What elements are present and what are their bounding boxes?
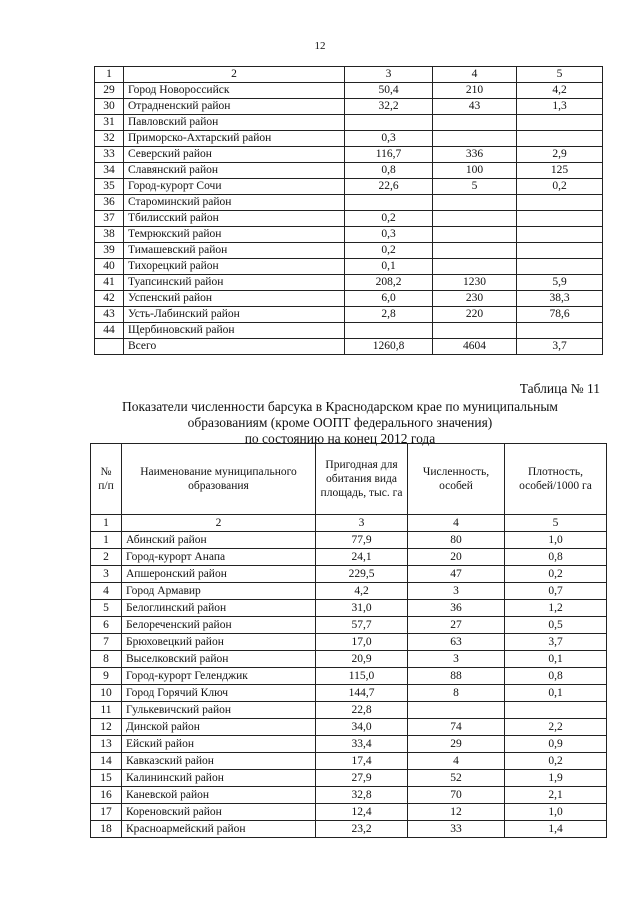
table-index-cell: 2	[122, 515, 316, 532]
table-index-cell: 5	[505, 515, 607, 532]
row-count: 4604	[433, 339, 517, 355]
row-count: 210	[433, 83, 517, 99]
table-row	[91, 566, 607, 583]
row-count: 52	[408, 770, 505, 787]
column-header-count: Численность, особей	[408, 444, 505, 515]
row-count: 230	[433, 291, 517, 307]
table-row	[95, 99, 603, 115]
row-name: Темрюкский район	[124, 227, 345, 243]
row-number: 33	[95, 147, 124, 163]
row-density: 0,5	[505, 617, 607, 634]
row-number: 14	[91, 753, 122, 770]
row-number: 37	[95, 211, 124, 227]
table-row	[91, 787, 607, 804]
table-row	[91, 583, 607, 600]
row-count: 43	[433, 99, 517, 115]
row-name: Брюховецкий район	[122, 634, 316, 651]
row-area: 22,6	[345, 179, 433, 195]
row-count	[433, 131, 517, 147]
row-area: 27,9	[316, 770, 408, 787]
table-row	[91, 617, 607, 634]
table-row	[95, 307, 603, 323]
row-name: Кавказский район	[122, 753, 316, 770]
column-header-density: Плотность, особей/1000 га	[505, 444, 607, 515]
row-number: 42	[95, 291, 124, 307]
row-name: Туапсинский район	[124, 275, 345, 291]
table-row	[91, 753, 607, 770]
row-density	[517, 227, 603, 243]
table-continued	[94, 66, 603, 355]
row-area: 22,8	[316, 702, 408, 719]
row-number: 18	[91, 821, 122, 838]
row-number: 10	[91, 685, 122, 702]
row-name: Апшеронский район	[122, 566, 316, 583]
row-density	[517, 115, 603, 131]
row-area: 57,7	[316, 617, 408, 634]
row-density: 1,3	[517, 99, 603, 115]
table-row	[95, 115, 603, 131]
row-name: Город-курорт Анапа	[122, 549, 316, 566]
table-row	[91, 651, 607, 668]
row-name: Динской район	[122, 719, 316, 736]
row-area: 17,0	[316, 634, 408, 651]
row-count	[433, 227, 517, 243]
row-density: 1,9	[505, 770, 607, 787]
row-area: 229,5	[316, 566, 408, 583]
row-count: 36	[408, 600, 505, 617]
row-density: 1,0	[505, 532, 607, 549]
row-count	[433, 211, 517, 227]
table-row	[95, 163, 603, 179]
row-density	[517, 259, 603, 275]
row-count: 3	[408, 583, 505, 600]
row-density: 78,6	[517, 307, 603, 323]
row-area: 12,4	[316, 804, 408, 821]
row-count	[433, 259, 517, 275]
table-index-cell: 3	[316, 515, 408, 532]
row-density	[505, 702, 607, 719]
row-count: 80	[408, 532, 505, 549]
row-name: Староминский район	[124, 195, 345, 211]
row-name: Город Новороссийск	[124, 83, 345, 99]
row-count: 70	[408, 787, 505, 804]
row-name: Славянский район	[124, 163, 345, 179]
row-name: Абинский район	[122, 532, 316, 549]
row-area: 1260,8	[345, 339, 433, 355]
row-area: 32,8	[316, 787, 408, 804]
table-row	[91, 668, 607, 685]
table-row	[91, 821, 607, 838]
row-name: Усть-Лабинский район	[124, 307, 345, 323]
table-title-line: образованиям (кроме ООПТ федерального значения)	[187, 415, 493, 430]
table-row	[91, 634, 607, 651]
row-name: Каневской район	[122, 787, 316, 804]
row-number: 5	[91, 600, 122, 617]
row-count: 5	[433, 179, 517, 195]
row-area: 0,1	[345, 259, 433, 275]
row-number: 15	[91, 770, 122, 787]
row-count: 3	[408, 651, 505, 668]
row-number: 16	[91, 787, 122, 804]
row-count: 220	[433, 307, 517, 323]
row-number: 17	[91, 804, 122, 821]
row-density	[517, 211, 603, 227]
table-row	[95, 243, 603, 259]
row-density: 0,1	[505, 651, 607, 668]
row-name: Ейский район	[122, 736, 316, 753]
row-area: 20,9	[316, 651, 408, 668]
table-index-cell: 3	[345, 67, 433, 83]
table-caption	[80, 381, 600, 447]
row-density: 0,2	[517, 179, 603, 195]
row-name: Всего	[124, 339, 345, 355]
row-density	[517, 323, 603, 339]
row-name: Щербиновский район	[124, 323, 345, 339]
row-number: 36	[95, 195, 124, 211]
row-number: 2	[91, 549, 122, 566]
row-number: 8	[91, 651, 122, 668]
row-area: 116,7	[345, 147, 433, 163]
row-number: 3	[91, 566, 122, 583]
row-count	[433, 195, 517, 211]
table-row	[95, 131, 603, 147]
table-index-row	[95, 67, 603, 83]
table-row	[95, 259, 603, 275]
row-area	[345, 323, 433, 339]
row-density: 5,9	[517, 275, 603, 291]
table-row	[95, 83, 603, 99]
table-index-cell: 1	[95, 67, 124, 83]
row-density: 3,7	[517, 339, 603, 355]
row-name: Город-курорт Геленджик	[122, 668, 316, 685]
row-density	[517, 243, 603, 259]
table-index-row	[91, 515, 607, 532]
row-density: 0,9	[505, 736, 607, 753]
table-row	[95, 179, 603, 195]
row-name: Тимашевский район	[124, 243, 345, 259]
row-area: 23,2	[316, 821, 408, 838]
row-density: 2,9	[517, 147, 603, 163]
table-title-line: Показатели численности барсука в Краснодарском крае по муниципальным	[122, 399, 558, 414]
table-row	[95, 147, 603, 163]
row-count: 336	[433, 147, 517, 163]
row-count: 4	[408, 753, 505, 770]
row-number: 39	[95, 243, 124, 259]
row-number: 30	[95, 99, 124, 115]
table-badger-population	[90, 443, 607, 838]
table-row	[91, 600, 607, 617]
row-density: 3,7	[505, 634, 607, 651]
table-title	[80, 399, 600, 447]
row-count: 74	[408, 719, 505, 736]
row-density: 0,1	[505, 685, 607, 702]
row-area: 208,2	[345, 275, 433, 291]
row-density: 4,2	[517, 83, 603, 99]
table-title-line: по состоянию на конец 2012 года	[244, 431, 436, 446]
column-header-area: Пригодная для обитания вида площадь, тыс. га	[316, 444, 408, 515]
table-index-cell: 2	[124, 67, 345, 83]
row-area: 0,8	[345, 163, 433, 179]
row-density: 2,1	[505, 787, 607, 804]
row-count: 8	[408, 685, 505, 702]
table-row	[91, 685, 607, 702]
row-name: Выселковский район	[122, 651, 316, 668]
row-name: Город Горячий Ключ	[122, 685, 316, 702]
row-name: Гулькевичский район	[122, 702, 316, 719]
row-density: 0,8	[505, 668, 607, 685]
row-area	[345, 115, 433, 131]
table-row	[91, 804, 607, 821]
row-number: 32	[95, 131, 124, 147]
row-number: 29	[95, 83, 124, 99]
row-name: Успенский район	[124, 291, 345, 307]
table-index-cell: 1	[91, 515, 122, 532]
row-area: 50,4	[345, 83, 433, 99]
table-row	[95, 195, 603, 211]
row-area: 4,2	[316, 583, 408, 600]
row-density: 2,2	[505, 719, 607, 736]
row-count: 1230	[433, 275, 517, 291]
row-number: 31	[95, 115, 124, 131]
row-count: 29	[408, 736, 505, 753]
row-area: 31,0	[316, 600, 408, 617]
row-name: Город Армавир	[122, 583, 316, 600]
row-name: Кореновский район	[122, 804, 316, 821]
column-header-number: № п/п	[91, 444, 122, 515]
row-number: 9	[91, 668, 122, 685]
row-count: 27	[408, 617, 505, 634]
row-area: 33,4	[316, 736, 408, 753]
row-density: 0,7	[505, 583, 607, 600]
row-count	[408, 702, 505, 719]
row-name: Белореченский район	[122, 617, 316, 634]
row-number: 44	[95, 323, 124, 339]
row-area: 6,0	[345, 291, 433, 307]
table-row	[91, 736, 607, 753]
row-area: 17,4	[316, 753, 408, 770]
row-number: 13	[91, 736, 122, 753]
row-count	[433, 323, 517, 339]
table-index-cell: 5	[517, 67, 603, 83]
table-row	[91, 549, 607, 566]
row-count: 47	[408, 566, 505, 583]
row-count: 88	[408, 668, 505, 685]
row-name: Приморско-Ахтарский район	[124, 131, 345, 147]
row-density: 1,2	[505, 600, 607, 617]
row-name: Тбилисский район	[124, 211, 345, 227]
row-count: 20	[408, 549, 505, 566]
row-number: 40	[95, 259, 124, 275]
row-number: 4	[91, 583, 122, 600]
row-count: 12	[408, 804, 505, 821]
table-row	[91, 770, 607, 787]
row-density: 38,3	[517, 291, 603, 307]
row-density: 0,2	[505, 566, 607, 583]
row-density: 0,2	[505, 753, 607, 770]
table-row	[91, 532, 607, 549]
row-area: 0,2	[345, 243, 433, 259]
table-row	[91, 702, 607, 719]
row-density	[517, 131, 603, 147]
row-number: 43	[95, 307, 124, 323]
row-number	[95, 339, 124, 355]
row-name: Северский район	[124, 147, 345, 163]
row-count: 33	[408, 821, 505, 838]
row-density: 0,8	[505, 549, 607, 566]
row-area: 115,0	[316, 668, 408, 685]
table-header-row	[91, 444, 607, 515]
row-number: 35	[95, 179, 124, 195]
table-index-cell: 4	[433, 67, 517, 83]
table-row	[91, 719, 607, 736]
row-name: Тихорецкий район	[124, 259, 345, 275]
row-number: 41	[95, 275, 124, 291]
row-number: 7	[91, 634, 122, 651]
row-number: 12	[91, 719, 122, 736]
row-name: Павловский район	[124, 115, 345, 131]
row-count: 63	[408, 634, 505, 651]
row-number: 38	[95, 227, 124, 243]
row-density	[517, 195, 603, 211]
row-number: 11	[91, 702, 122, 719]
row-area: 34,0	[316, 719, 408, 736]
row-density: 125	[517, 163, 603, 179]
row-area: 77,9	[316, 532, 408, 549]
table-row	[95, 227, 603, 243]
table-number: Таблица № 11	[519, 381, 600, 396]
row-name: Белоглинский район	[122, 600, 316, 617]
row-number: 6	[91, 617, 122, 634]
row-area: 0,2	[345, 211, 433, 227]
row-name: Калининский район	[122, 770, 316, 787]
table-index-cell: 4	[408, 515, 505, 532]
row-area: 24,1	[316, 549, 408, 566]
row-area	[345, 195, 433, 211]
row-count	[433, 115, 517, 131]
row-density: 1,4	[505, 821, 607, 838]
row-area: 2,8	[345, 307, 433, 323]
table-row	[95, 323, 603, 339]
row-name: Красноармейский район	[122, 821, 316, 838]
row-count	[433, 243, 517, 259]
row-area: 144,7	[316, 685, 408, 702]
row-name: Отрадненский район	[124, 99, 345, 115]
table-row	[95, 275, 603, 291]
row-name: Город-курорт Сочи	[124, 179, 345, 195]
page-number: 12	[314, 40, 326, 52]
row-count: 100	[433, 163, 517, 179]
row-area: 0,3	[345, 227, 433, 243]
row-area: 32,2	[345, 99, 433, 115]
row-density: 1,0	[505, 804, 607, 821]
row-area: 0,3	[345, 131, 433, 147]
row-number: 1	[91, 532, 122, 549]
table-row	[95, 291, 603, 307]
table-row	[95, 339, 603, 355]
table-row	[95, 211, 603, 227]
column-header-name: Наименование муниципального образования	[122, 444, 316, 515]
row-number: 34	[95, 163, 124, 179]
